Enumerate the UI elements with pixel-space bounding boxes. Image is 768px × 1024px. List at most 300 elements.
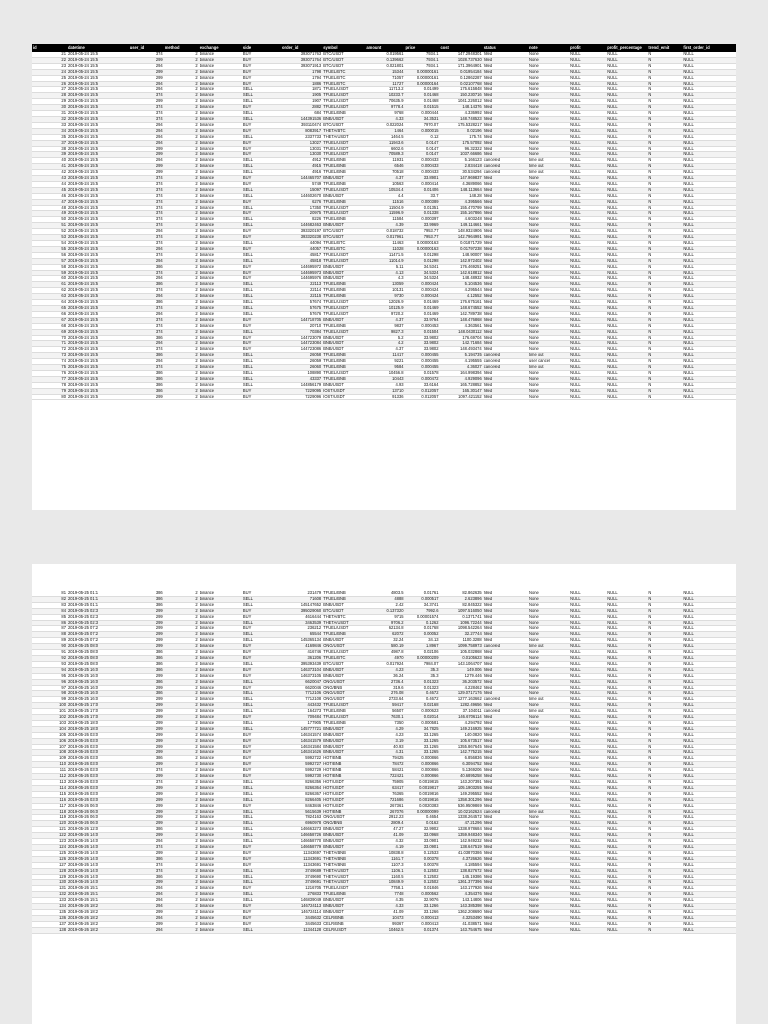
cell-amount: 4.23 [365,667,404,673]
cell-note: None [528,750,569,756]
cell-note: time out [528,709,569,715]
cell-amount: 9584 [365,365,404,371]
cell-method: 2 [164,365,199,371]
cell-price: 7934.1 [405,63,440,69]
cell-first-order-id: NULL [682,685,736,691]
cell-id: 27 [32,87,67,93]
cell-id: 28 [32,93,67,99]
cell-profit: NULL [569,833,606,839]
cell-profit-percentage: NULL [606,691,647,697]
cell-profit: NULL [569,667,606,673]
cell-status: filled [483,732,528,738]
cell-trend-emit: N [647,833,682,839]
cell-status: filled [483,602,528,608]
cell-status: filled [483,892,528,898]
cell-cost: 4.185594 [440,862,483,868]
cell-id: 67 [32,317,67,323]
cell-profit: NULL [569,152,606,158]
cell-id: 87 [32,626,67,632]
cell-method: 2 [164,850,199,856]
cell-first-order-id: NULL [682,909,736,915]
cell-exchange: binance [199,300,242,306]
cell-trend-emit: N [647,626,682,632]
cell-symbol: TFUEL/USDT [322,329,365,335]
cell-method: 2 [164,909,199,915]
cell-method: 2 [164,170,199,176]
cell-note: None [528,181,569,187]
cell-status: filled [483,691,528,697]
cell-cost: 149.006 [440,667,483,673]
cell-user-id: 374 [129,111,164,117]
cell-price: 0.4672 [405,691,440,697]
cell-status: filled [483,815,528,821]
cell-first-order-id: NULL [682,655,736,661]
cell-method: 2 [164,63,199,69]
cell-user-id: 299 [129,638,164,644]
cell-user-id: 294 [129,87,164,93]
cell-exchange: binance [199,75,242,81]
cell-first-order-id: NULL [682,152,736,158]
cell-amount: 4.37 [365,317,404,323]
cell-symbol: TFUEL/BNB [322,199,365,205]
cell-exchange: binance [199,655,242,661]
cell-cost: 1097.516050 [440,608,483,614]
cell-order-id: 8226 [281,217,322,223]
cell-order-id: 146839049 [281,898,322,904]
cell-profit: NULL [569,276,606,282]
cell-note: None [528,252,569,258]
cell-exchange: binance [199,205,242,211]
cell-method: 2 [164,264,199,270]
cell-exchange: binance [199,276,242,282]
cell-symbol: TFUEL/BNB [322,720,365,726]
cell-order-id: 15097 [281,187,322,193]
cell-first-order-id: NULL [682,382,736,388]
cell-price: 0.00052 [405,632,440,638]
cell-profit-percentage: NULL [606,892,647,898]
cell-symbol: BTC/USDT [322,229,365,235]
cell-note: None [528,187,569,193]
cell-note: None [528,780,569,786]
cell-id: 88 [32,632,67,638]
cell-amount: 11471.5 [365,252,404,258]
cell-note: None [528,305,569,311]
cell-trend-emit: N [647,359,682,365]
cell-amount: 36.24 [365,673,404,679]
cell-trend-emit: N [647,176,682,182]
cell-side: BUY [242,886,281,892]
cell-user-id: 299 [129,921,164,927]
cell-id: 105 [32,732,67,738]
cell-symbol: HOT/BNB [322,768,365,774]
cell-note: None [528,868,569,874]
cell-id: 108 [32,750,67,756]
cell-symbol: TFUEL/USDT [322,205,365,211]
cell-profit: NULL [569,105,606,111]
cell-exchange: binance [199,780,242,786]
cell-status: filled [483,650,528,656]
cell-trend-emit: N [647,720,682,726]
cell-status: canceled [483,709,528,715]
cell-id: 130 [32,880,67,886]
cell-order-id: 2882 [281,105,322,111]
cell-profit-percentage: NULL [606,246,647,252]
cell-profit-percentage: NULL [606,211,647,217]
cell-status: filled [483,685,528,691]
cell-method: 2 [164,673,199,679]
cell-method: 2 [164,650,199,656]
cell-user-id: 299 [129,803,164,809]
cell-status: filled [483,140,528,146]
cell-note: None [528,264,569,270]
cell-status: filled [483,862,528,868]
cell-datetime: 2019-05-24 15:5 [67,164,129,170]
cell-status: filled [483,756,528,762]
cell-user-id: 294 [129,892,164,898]
cell-cost: 164.998394 [440,370,483,376]
cell-user-id: 386 [129,335,164,341]
cell-side: BUY [242,323,281,329]
cell-method: 2 [164,111,199,117]
cell-trend-emit: N [647,673,682,679]
cell-method: 2 [164,341,199,347]
cell-price: 33.6164 [405,382,440,388]
cell-cost: 147.2948301 [440,52,483,57]
cell-order-id: 57676 [281,311,322,317]
cell-profit: NULL [569,128,606,134]
cell-price: 0.0019816 [405,791,440,797]
cell-user-id: 299 [129,614,164,620]
cell-order-id: 146724113 [281,904,322,910]
cell-profit-percentage: NULL [606,667,647,673]
cell-cost: 146.6706114 [440,715,483,721]
cell-profit: NULL [569,288,606,294]
cell-note: None [528,81,569,87]
cell-first-order-id: NULL [682,365,736,371]
cell-profit: NULL [569,235,606,241]
cell-symbol: THETA/USDT [322,874,365,880]
cell-trend-emit: N [647,376,682,382]
cell-trend-emit: N [647,323,682,329]
column-header-id: id [32,44,67,52]
cell-user-id: 374 [129,329,164,335]
cell-cost: 142.71684 [440,341,483,347]
cell-side: BUY [242,655,281,661]
cell-order-id: 3445633 [281,921,322,927]
cell-side: SELL [242,892,281,898]
cell-datetime: 2019-05-24 15:5 [67,63,129,69]
cell-id: 128 [32,868,67,874]
cell-exchange: binance [199,116,242,122]
cell-price: 34.5324 [405,270,440,276]
cell-note: None [528,892,569,898]
cell-side: BUY [242,81,281,87]
cell-side: SELL [242,93,281,99]
cell-exchange: binance [199,697,242,703]
cell-cost: 10.02162624 [440,809,483,815]
cell-amount: 6546 [365,164,404,170]
cell-side: BUY [242,235,281,241]
cell-order-id: 22115 [281,294,322,300]
cell-order-id: 11343691 [281,862,322,868]
cell-symbol: THETA/BTC [322,614,365,620]
cell-exchange: binance [199,650,242,656]
cell-user-id: 299 [129,732,164,738]
cell-note: time out [528,353,569,359]
cell-cost: 105.673517 [440,738,483,744]
cell-id: 136 [32,915,67,921]
cell-exchange: binance [199,850,242,856]
cell-cost: 142.618812 [440,270,483,276]
cell-first-order-id: NULL [682,679,736,685]
cell-order-id: 393071763 [281,52,322,57]
cell-profit-percentage: NULL [606,715,647,721]
cell-method: 2 [164,868,199,874]
cell-symbol: CELR/USDT [322,927,365,933]
cell-cost: 32.27744 [440,632,483,638]
cell-symbol: THETA/USDT [322,880,365,886]
cell-profit: NULL [569,241,606,247]
cell-method: 2 [164,744,199,750]
cell-user-id: 299 [129,726,164,732]
cell-first-order-id: NULL [682,181,736,187]
cell-amount: 79425 [365,756,404,762]
cell-note: None [528,673,569,679]
cell-price: 34.5341 [405,264,440,270]
cell-first-order-id: NULL [682,880,736,886]
cell-trend-emit: N [647,797,682,803]
cell-profit-percentage: NULL [606,57,647,63]
cell-first-order-id: NULL [682,282,736,288]
cell-profit: NULL [569,697,606,703]
cell-symbol: TFUEL/BNB [322,892,365,898]
cell-status: filled [483,347,528,353]
cell-datetime: 2019-05-24 15:5 [67,140,129,146]
cell-status: filled [483,187,528,193]
cell-method: 2 [164,288,199,294]
cell-symbol: TFUEL/BNB [322,632,365,638]
cell-cost: 175.74 [440,134,483,140]
cell-side: SELL [242,632,281,638]
cell-order-id: 3445632 [281,915,322,921]
cell-user-id: 386 [129,591,164,596]
cell-method: 2 [164,738,199,744]
cell-order-id: 3749691 [281,880,322,886]
cell-trend-emit: N [647,892,682,898]
cell-first-order-id: NULL [682,898,736,904]
cell-symbol: TFUEL/USDT [322,370,365,376]
cell-exchange: binance [199,691,242,697]
cell-user-id: 299 [129,809,164,815]
cell-exchange: binance [199,87,242,93]
cell-datetime: 2019-05-26 18:2 [67,904,129,910]
cell-profit-percentage: NULL [606,850,647,856]
cell-side: SELL [242,99,281,105]
cell-user-id: 299 [129,815,164,821]
cell-status: filled [483,632,528,638]
cell-user-id: 386 [129,602,164,608]
cell-note: None [528,176,569,182]
cell-datetime: 2019-05-24 15:5 [67,388,129,394]
cell-profit-percentage: NULL [606,750,647,756]
cell-trend-emit: N [647,81,682,87]
cell-status: filled [483,87,528,93]
cell-symbol: HOT/BNB [322,774,365,780]
cell-exchange: binance [199,223,242,229]
cell-amount: 10462.5 [365,927,404,933]
cell-first-order-id: NULL [682,632,736,638]
cell-method: 2 [164,685,199,691]
cell-profit: NULL [569,176,606,182]
cell-method: 2 [164,732,199,738]
cell-first-order-id: NULL [682,388,736,394]
cell-exchange: binance [199,591,242,596]
cell-first-order-id: NULL [682,246,736,252]
cell-status: filled [483,63,528,69]
cell-first-order-id: NULL [682,311,736,317]
cell-order-id: 70384 [281,329,322,335]
cell-id: 111 [32,768,67,774]
cell-profit: NULL [569,223,606,229]
cell-profit-percentage: NULL [606,288,647,294]
cell-amount: 70589.3 [365,152,404,158]
cell-side: SELL [242,294,281,300]
cell-price: 0.000866 [405,768,440,774]
cell-method: 2 [164,774,199,780]
cell-amount: 5.11 [365,264,404,270]
cell-profit: NULL [569,134,606,140]
cell-profit-percentage: NULL [606,626,647,632]
cell-id: 25 [32,75,67,81]
cell-cost: 143.177926 [440,886,483,892]
cell-amount: 4.39 [365,223,404,229]
cell-trend-emit: N [647,856,682,862]
cell-cost: 171.3964901 [440,63,483,69]
cell-datetime: 2019-05-24 15:5 [67,235,129,241]
cell-order-id: 1794 [281,75,322,81]
cell-profit: NULL [569,626,606,632]
cell-status: filled [483,927,528,933]
cell-method: 2 [164,52,199,57]
column-header-first-order-id: first_order_id [682,44,736,52]
cell-datetime: 2019-05-25 16:0 [67,667,129,673]
cell-order-id: 177905 [281,720,322,726]
cell-order-id: 8266367 [281,791,322,797]
cell-method: 2 [164,105,199,111]
cell-datetime: 2019-05-26 15:1 [67,898,129,904]
cell-cost: 4.3689066 [440,181,483,187]
cell-id: 131 [32,886,67,892]
cell-profit: NULL [569,596,606,602]
cell-note: None [528,152,569,158]
cell-amount: 9778.4 [365,105,404,111]
cell-price: 33.0901 [405,844,440,850]
cell-amount: 7758.1 [365,886,404,892]
cell-first-order-id: NULL [682,638,736,644]
cell-status: filled [483,850,528,856]
cell-symbol: THETA/BNB [322,850,365,856]
cell-profit-percentage: NULL [606,709,647,715]
cell-datetime: 2019-05-24 15:5 [67,122,129,128]
cell-profit: NULL [569,750,606,756]
cell-exchange: binance [199,382,242,388]
cell-status: canceled [483,353,528,359]
cell-profit: NULL [569,311,606,317]
cell-trend-emit: N [647,146,682,152]
cell-trend-emit: N [647,650,682,656]
cell-order-id: 164273 [281,709,322,715]
cell-cost: 0.02196 [440,128,483,134]
cell-note: None [528,116,569,122]
cell-first-order-id: NULL [682,780,736,786]
cell-amount: 7748 [365,892,404,898]
cell-datetime: 2019-05-26 03:0 [67,732,129,738]
cell-trend-emit: N [647,288,682,294]
cell-profit-percentage: NULL [606,305,647,311]
cell-first-order-id: NULL [682,63,736,69]
cell-id: 21 [32,52,67,57]
cell-symbol: THETA/USDT [322,620,365,626]
cell-cost: 176.69704 [440,335,483,341]
cell-exchange: binance [199,768,242,774]
cell-method: 2 [164,862,199,868]
cell-method: 2 [164,93,199,99]
cell-side: BUY [242,146,281,152]
cell-status: canceled [483,158,528,164]
cell-note: None [528,720,569,726]
cell-note: None [528,63,569,69]
cell-order-id: 393071913 [281,63,322,69]
cell-trend-emit: N [647,181,682,187]
cell-first-order-id: NULL [682,833,736,839]
cell-trend-emit: N [647,744,682,750]
cell-user-id: 386 [129,661,164,667]
cell-user-id: 294 [129,158,164,164]
cell-price: 0.000424 [405,282,440,288]
cell-id: 127 [32,862,67,868]
cell-price: 0.000433 [405,158,440,164]
cell-trend-emit: N [647,93,682,99]
cell-profit: NULL [569,353,606,359]
cell-status: filled [483,105,528,111]
cell-id: 41 [32,164,67,170]
column-header-amount: amount [365,44,404,52]
cell-price: 0.01468 [405,93,440,99]
cell-profit-percentage: NULL [606,608,647,614]
cell-datetime: 2019-05-26 06:0 [67,815,129,821]
cell-cost: 147.969837 [440,176,483,182]
cell-user-id: 299 [129,880,164,886]
cell-profit: NULL [569,246,606,252]
cell-first-order-id: NULL [682,252,736,258]
cell-profit-percentage: NULL [606,365,647,371]
cell-status: filled [483,827,528,833]
cell-method: 2 [164,709,199,715]
cell-datetime: 2019-05-26 15:1 [67,886,129,892]
cell-profit: NULL [569,99,606,105]
cell-status: filled [483,111,528,117]
cell-order-id: 11344128 [281,927,322,933]
cell-user-id: 374 [129,211,164,217]
cell-exchange: binance [199,892,242,898]
cell-symbol: TFUEL/USDT [322,211,365,217]
cell-status: filled [483,152,528,158]
cell-symbol: BNB/USDT [322,732,365,738]
cell-profit: NULL [569,886,606,892]
cell-note: None [528,927,569,933]
cell-first-order-id: NULL [682,158,736,164]
cell-method: 2 [164,69,199,75]
